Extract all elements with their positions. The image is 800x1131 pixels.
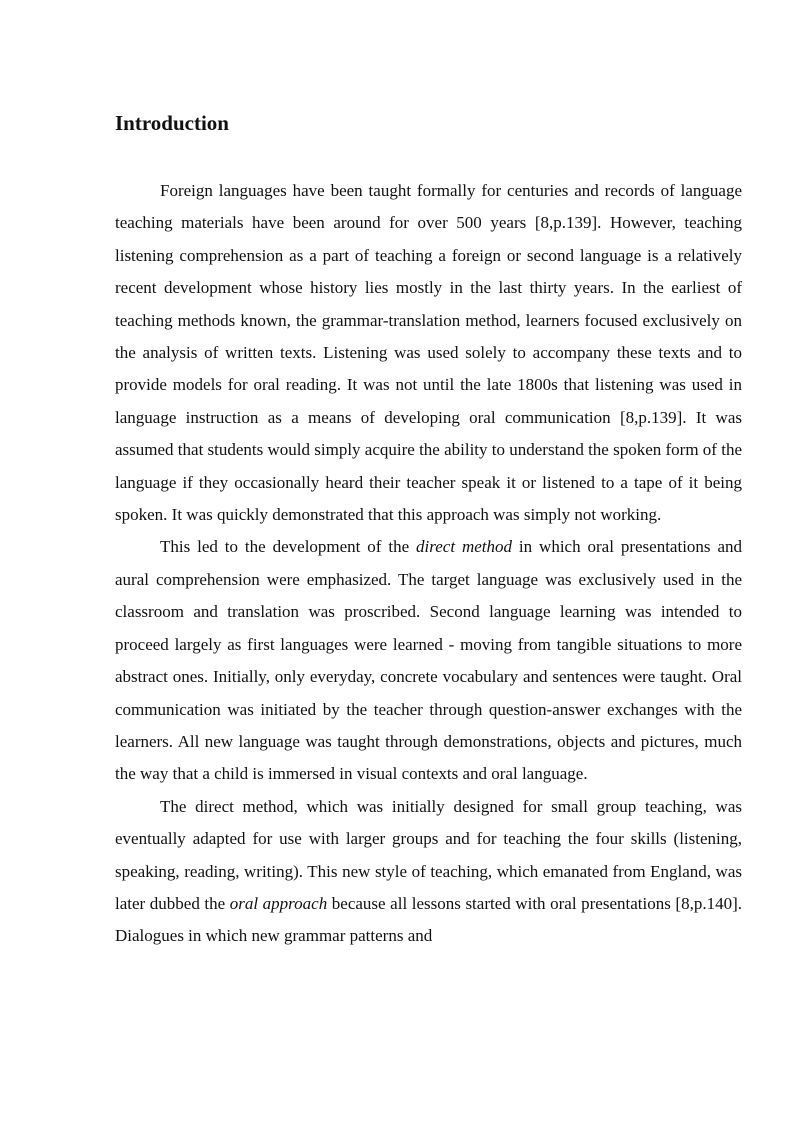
paragraph-3-text-a: The direct method, which was initially designed for small group teaching, was eventually adapted for use with larger groups and for teaching the four skills (listening, speaking, reading, writing). This new style of teaching, which emanated from England, was later dubbed the	[115, 796, 742, 913]
paragraph-2-text-b: in which oral presentations and aural comprehension were emphasized. The target language was exclusively used in the classroom and translation was proscribed. Second language learning was intended to proceed largely as first languages were learned - moving from tangible situations to more abstract ones. Initially, only everyday, concrete vocabulary and sentences were taught. Oral communication was initiated by the teacher through question-answer exchanges with the learners. All new language was taught through demonstrations, objects and pictures, much the way that a child is immersed in visual contexts and oral language.	[115, 537, 742, 784]
paragraph-3	[115, 791, 742, 953]
term-direct-method: direct method	[416, 537, 513, 557]
paragraph-2	[115, 531, 742, 790]
paragraph-2-text-a: This led to the development of the	[160, 537, 417, 557]
section-heading: Introduction	[115, 111, 229, 135]
paragraph-1	[115, 175, 742, 531]
body-text	[115, 175, 742, 953]
term-oral-approach: oral approach	[229, 893, 328, 913]
paragraph-1-text: Foreign languages have been taught formally for centuries and records of language teaching materials have been around for over 500 years [8,p.139]. However, teaching listening comprehension as a part of teaching a foreign or second language is a relatively recent development whose history lies mostly in the last thirty years. In the earliest of teaching methods known, the grammar-translation method, learners focused exclusively on the analysis of written texts. Listening was used solely to accompany these texts and to provide models for oral reading. It was not until the late 1800s that listening was used in language instruction as a means of developing oral communication [8,p.139]. It was assumed that students would simply acquire the ability to understand the spoken form of the language if they occasionally heard their teacher speak it or listened to a tape of it being spoken. It was quickly demonstrated that this approach was simply not working.	[115, 181, 742, 525]
paragraph-3-text-b: because all lessons started with oral presentations [8,p.140]. Dialogues in which new grammar patterns and	[115, 893, 742, 946]
